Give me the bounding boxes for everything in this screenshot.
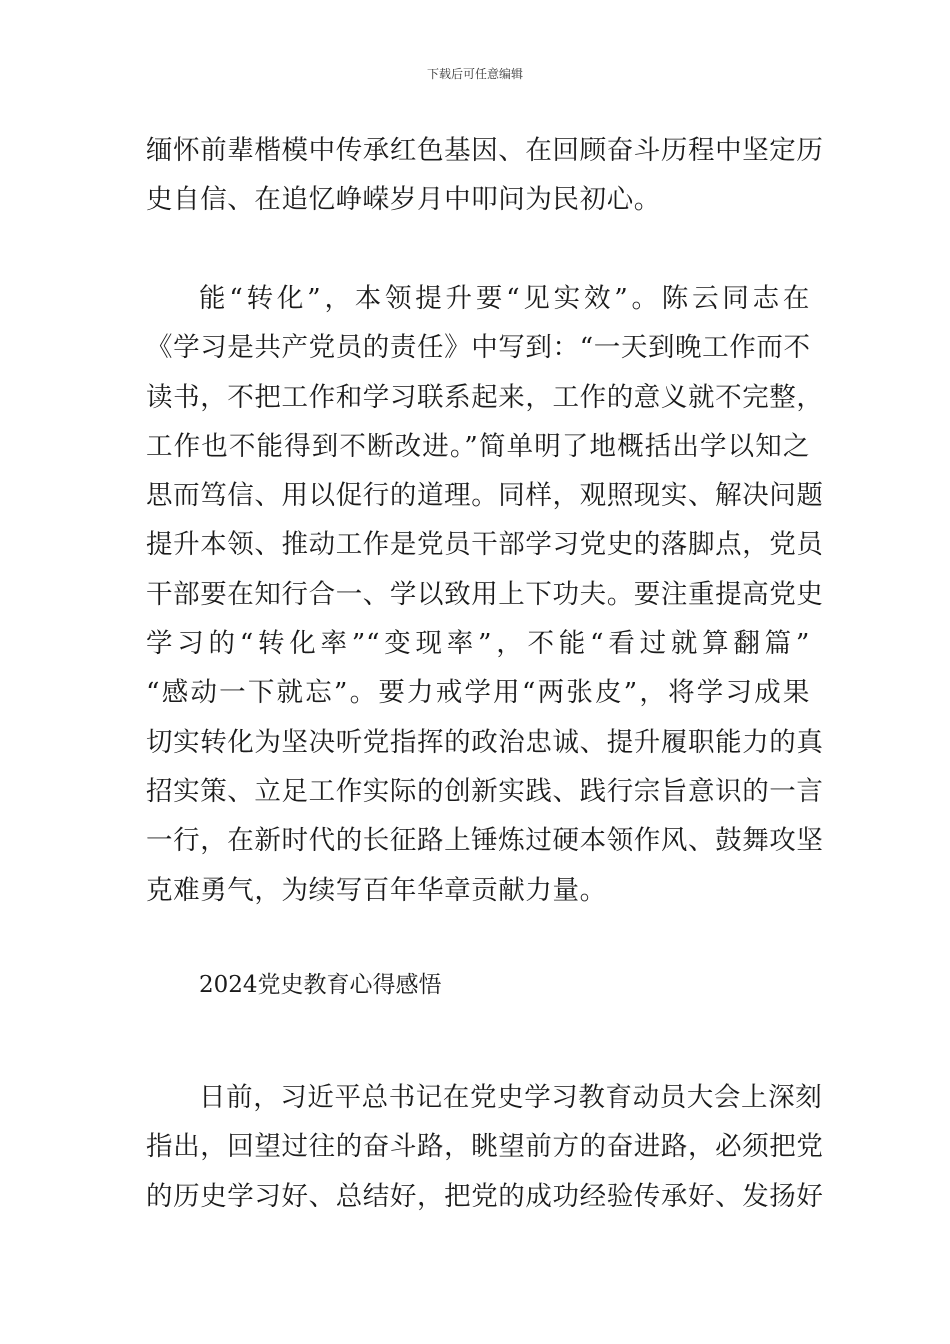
text-line: 学习的“转化率”“变现率”，不能“看过就算翻篇” xyxy=(146,628,810,660)
text-line: 的历史学习好、总结好，把党的成功经验传承好、发扬好 xyxy=(146,1180,824,1212)
text-line: 思而笃信、用以促行的道理。同样，观照现实、解决问题 xyxy=(146,480,824,512)
text-line: 克难勇气，为续写百年华章贡献力量。 xyxy=(146,874,607,906)
text-line: 读书，不把工作和学习联系起来，工作的意义就不完整， xyxy=(146,381,824,413)
text-line: 史自信、在追忆峥嵘岁月中叩问为民初心。 xyxy=(146,184,661,216)
section-heading: 2024党史教育心得感悟 xyxy=(199,972,442,998)
text-line: 工作也不能得到不断改进。”简单明了地概括出学以知之 xyxy=(146,430,810,462)
text-line: 提升本领、推动工作是党员干部学习党史的落脚点，党员 xyxy=(146,529,824,561)
text-line: 招实策、立足工作实际的创新实践、践行宗旨意识的一言 xyxy=(146,775,824,807)
text-line: 一行，在新时代的长征路上锤炼过硬本领作风、鼓舞攻坚 xyxy=(146,825,824,857)
text-line: “感动一下就忘”。要力戒学用“两张皮”，将学习成果 xyxy=(146,677,810,709)
paragraph-continued xyxy=(146,126,824,225)
paragraph-transform xyxy=(146,274,824,915)
text-line: 日前，习近平总书记在党史学习教育动员大会上深刻 xyxy=(199,1082,823,1113)
text-line: 能“转化”，本领提升要“见实效”。陈云同志在 xyxy=(199,283,810,314)
page-header: 下载后可任意编辑 xyxy=(426,67,523,81)
text-line: 《学习是共产党员的责任》中写到：“一天到晚工作而不 xyxy=(146,332,811,364)
text-line: 干部要在知行合一、学以致用上下功夫。要注重提高党史 xyxy=(146,578,824,610)
paragraph-intro xyxy=(146,1073,824,1221)
text-line: 缅怀前辈楷模中传承红色基因、在回顾奋斗历程中坚定历 xyxy=(146,135,824,166)
text-line: 切实转化为坚决听党指挥的政治忠诚、提升履职能力的真 xyxy=(146,726,824,758)
text-line: 指出，回望过往的奋斗路，眺望前方的奋进路，必须把党 xyxy=(146,1131,824,1163)
